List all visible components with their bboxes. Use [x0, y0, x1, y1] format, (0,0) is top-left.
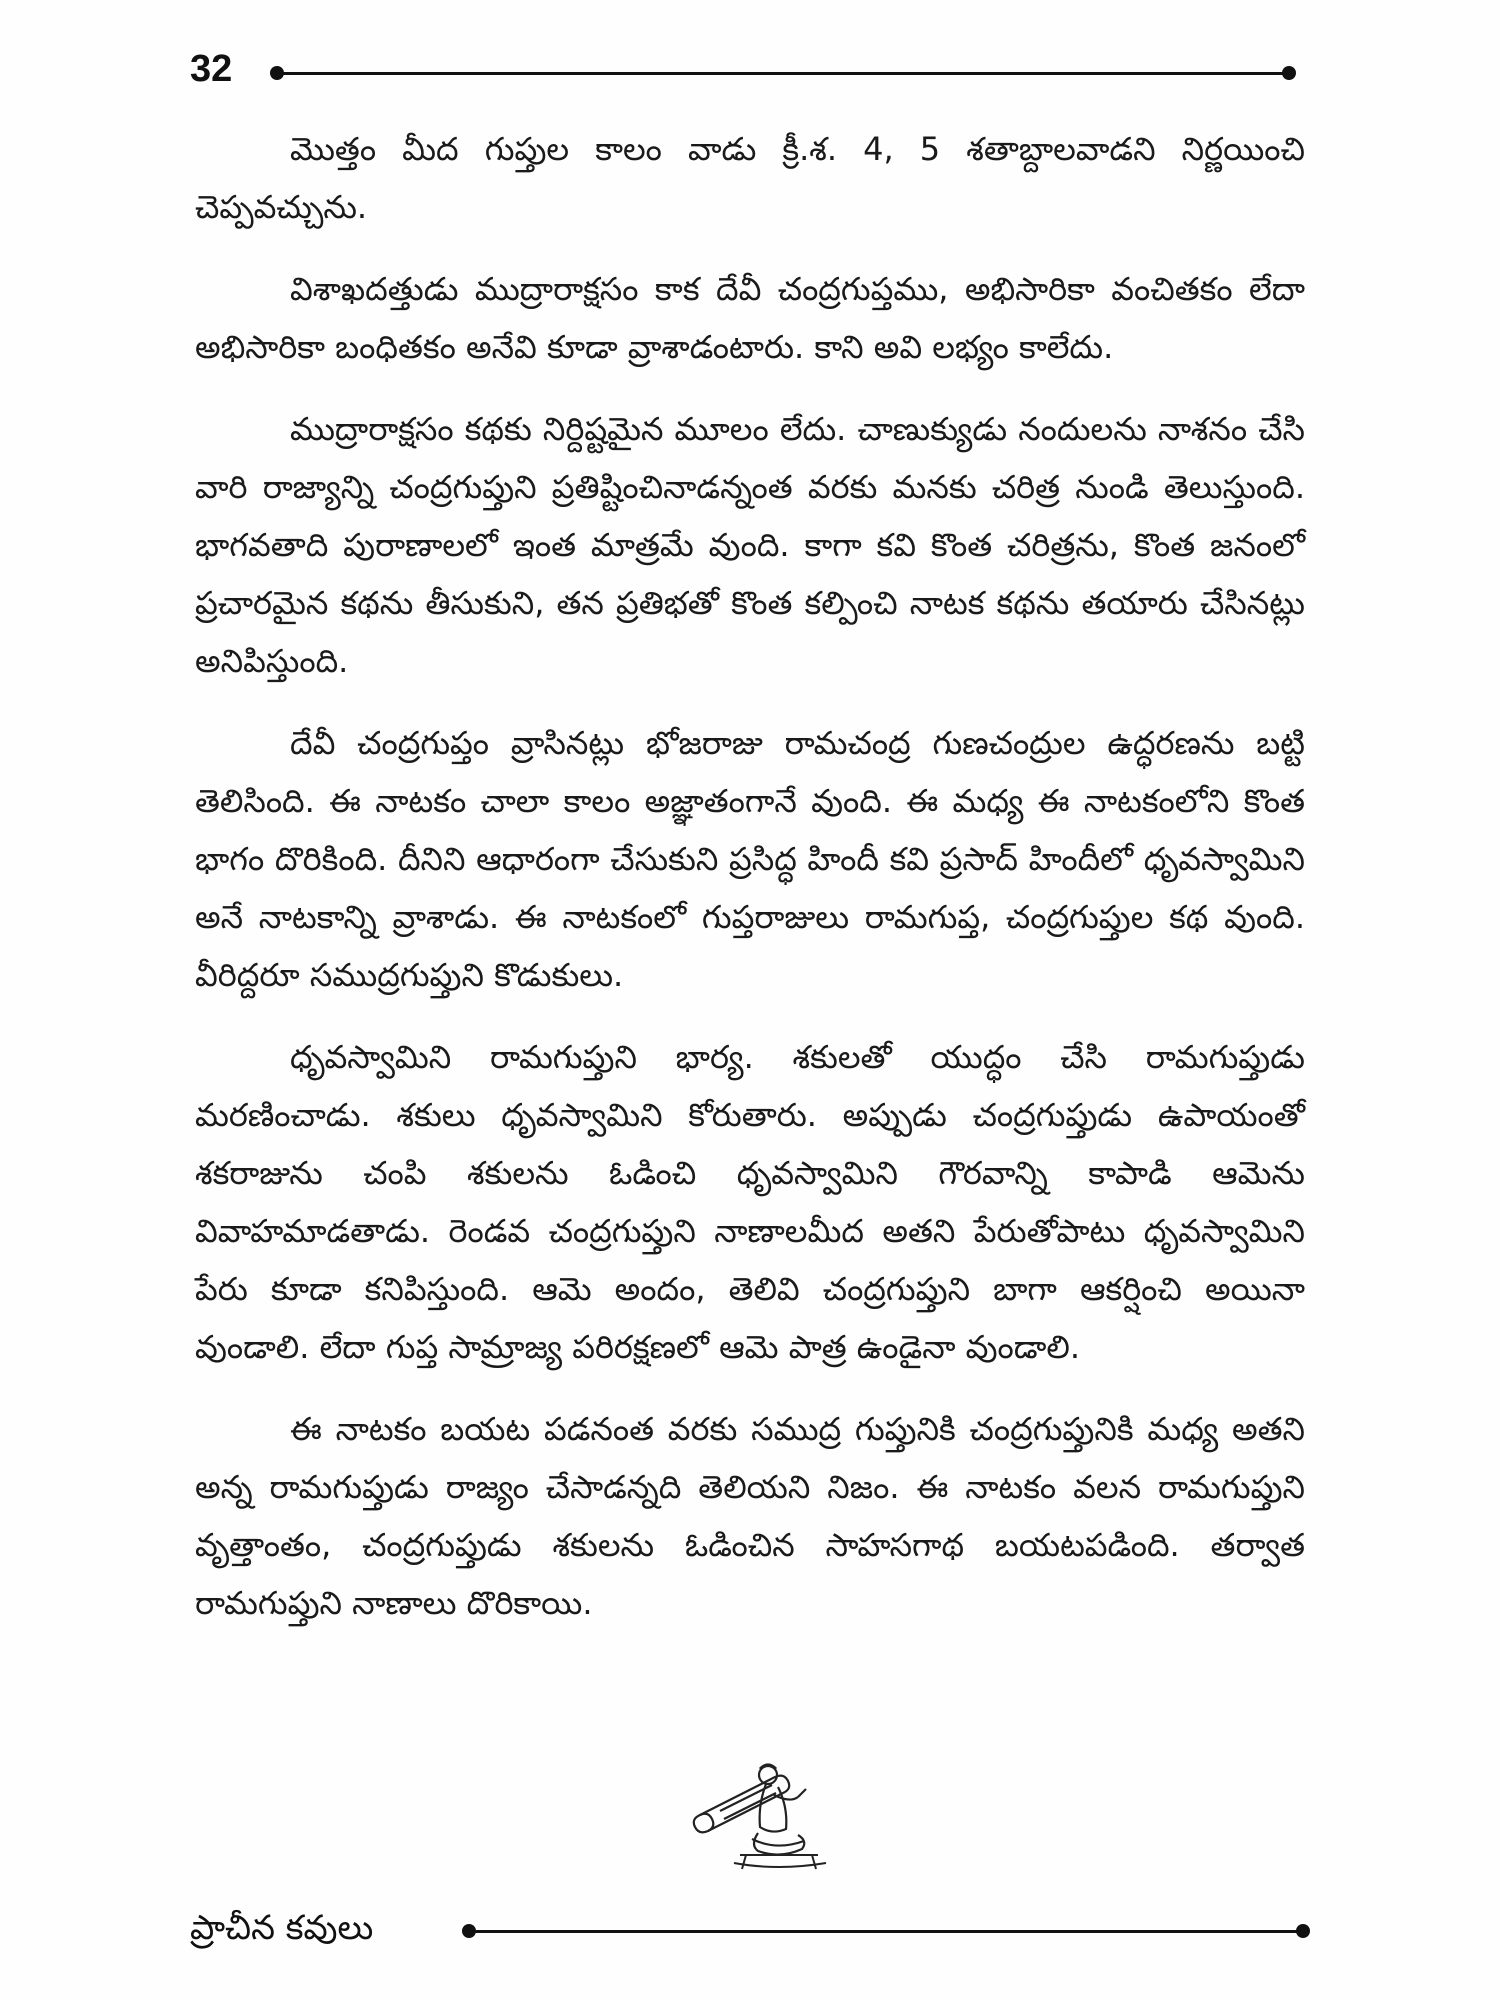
paragraph-5: ధృవస్వామిని రామగుప్తుని భార్య. శకులతో యుద్ధం చేసి రామగుప్తుడు మరణించాడు. శకులు ధృవస్వామిని కోరుతారు. అప్పుడు చంద్రగుప్తుడు ఉపాయంతో శకరాజును చంపి శకులను ఓడించి ధృవస్వామిని గౌరవాన్ని కాపాడి ఆమెను వివాహమాడతాడు. రెండవ చంద్రగుప్తుని నాణాలమీద అతని పేరుతోపాటు ధృవస్వామిని పేరు కూడా కనిపిస్తుంది. ఆమె అందం, తెలివి చంద్రగుప్తుని బాగా ఆకర్షించి అయినా వుండాలి. లేదా గుప్త సామ్రాజ్య పరిరక్షణలో ఆమె పాత్ర ఉండైనా వుండాలి. [195, 1038, 1305, 1366]
paragraph-2: విశాఖదత్తుడు ముద్రారాక్షసం కాక దేవీ చంద్రగుప్తము, అభిసారికా వంచితకం లేదా అభిసారికా బంధితకం అనేవి కూడా వ్రాశాడంటారు. కాని అవి లభ్యం కాలేదు. [195, 270, 1305, 366]
page-body [195, 120, 1305, 1656]
paragraph-3: ముద్రారాక్షసం కథకు నిర్దిష్టమైన మూలం లేదు. చాణుక్యుడు నందులను నాశనం చేసి వారి రాజ్యాన్ని చంద్రగుప్తుని ప్రతిష్టించినాడన్నంత వరకు మనకు చరిత్ర నుండి తెలుస్తుంది. భాగవతాది పురాణాలలో ఇంత మాత్రమే వుంది. కాగా కవి కొంత చరిత్రను, కొంత జనంలో ప్రచారమైన కథను తీసుకుని, తన ప్రతిభతో కొంత కల్పించి నాటక కథను తయారు చేసినట్లు అనిపిస్తుంది. [195, 410, 1305, 680]
paragraph-6: ఈ నాటకం బయట పడనంత వరకు సముద్ర గుప్తునికి చంద్రగుప్తునికి మధ్య అతని అన్న రామగుప్తుడు రాజ్యం చేసాడన్నది తెలియని నిజం. ఈ నాటకం వలన రామగుప్తుని వృత్తాంతం, చంద్రగుప్తుడు శకులను ఓడించిన సాహసగాథ బయటపడింది. తర్వాత రామగుప్తుని నాణాలు దొరికాయి. [195, 1410, 1305, 1622]
header-rule [278, 72, 1288, 75]
scholar-writing-scroll-icon [680, 1755, 830, 1875]
footer-rule [470, 1930, 1302, 1933]
page-footer [190, 1900, 1310, 1960]
page-number: 32 [190, 48, 233, 90]
book-title: ప్రాచీన కవులు [190, 1908, 374, 1948]
paragraph-4: దేవీ చంద్రగుప్తం వ్రాసినట్లు భోజరాజు రామచంద్ర గుణచంద్రుల ఉద్ధరణను బట్టి తెలిసింది. ఈ నాటకం చాలా కాలం అజ్ఞాతంగానే వుంది. ఈ మధ్య ఈ నాటకంలోని కొంత భాగం దొరికింది. దీనిని ఆధారంగా చేసుకుని ప్రసిద్ధ హిందీ కవి ప్రసాద్ హిందీలో ధృవస్వామిని అనే నాటకాన్ని వ్రాశాడు. ఈ నాటకంలో గుప్తరాజులు రామగుప్త, చంద్రగుప్తుల కథ వుంది. వీరిద్దరూ సముద్రగుప్తుని కొడుకులు. [195, 724, 1305, 994]
header-rule-dot-right [1282, 66, 1296, 80]
paragraph-1: మొత్తం మీద గుప్తుల కాలం వాడు క్రీ.శ. 4, 5 శతాబ్దాలవాడని నిర్ణయించి చెప్పవచ్చును. [195, 130, 1305, 226]
page-header [190, 42, 1300, 98]
footer-rule-dot-right [1296, 1924, 1310, 1938]
